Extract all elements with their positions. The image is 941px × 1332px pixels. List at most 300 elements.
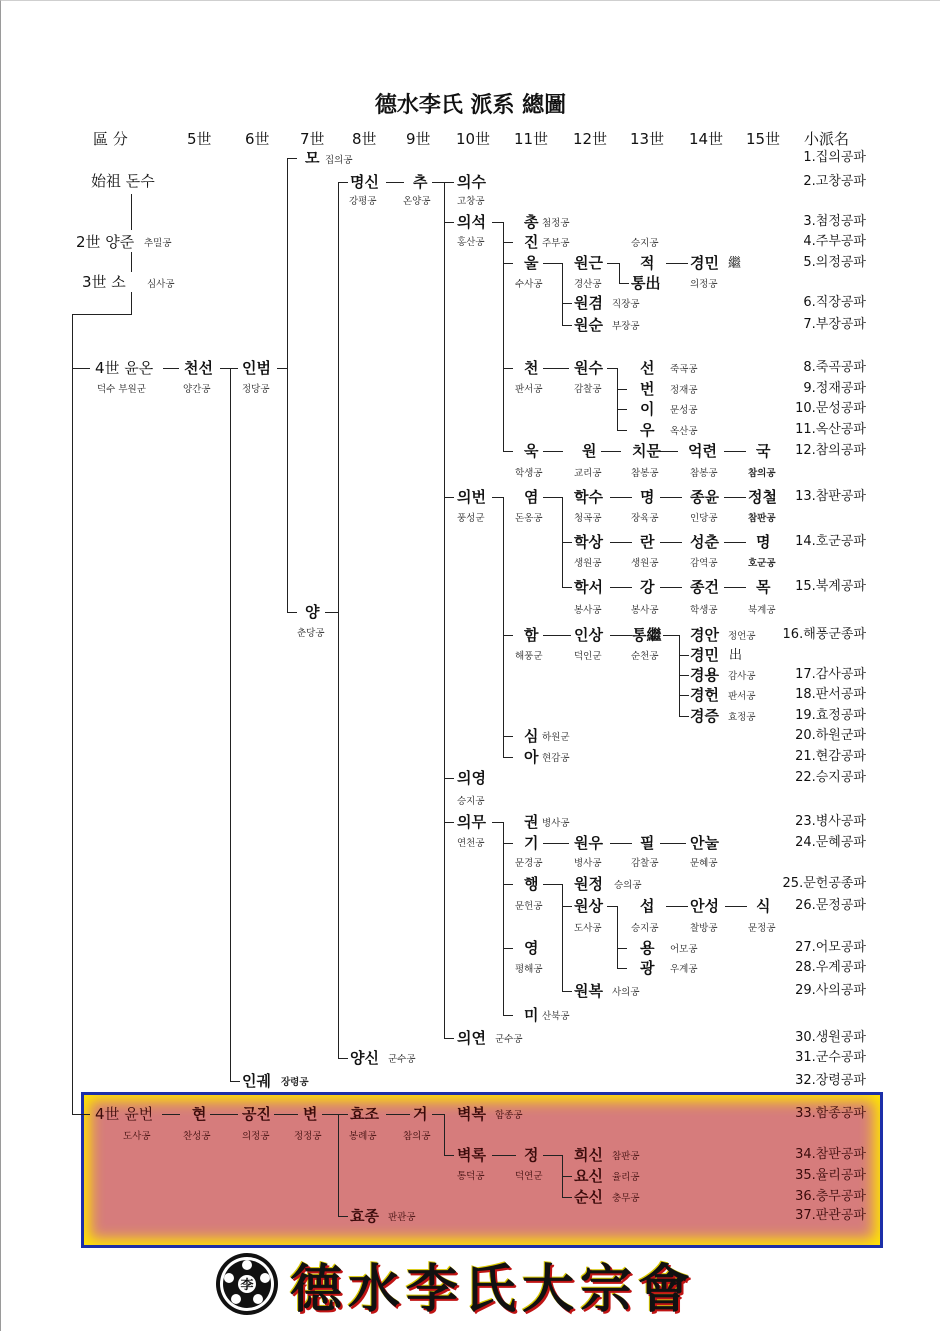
- connector: [503, 843, 513, 844]
- title-gyeongjeung: 효정공: [728, 712, 756, 723]
- node-gang: 강: [640, 578, 655, 596]
- node-myeongsin: 명신: [350, 173, 379, 191]
- header-gen12: 12世: [573, 130, 608, 148]
- title-byeon: 정정공: [294, 1131, 322, 1142]
- connector: [210, 1114, 238, 1115]
- title-beon: 정재공: [670, 385, 698, 396]
- node-chu: 추: [413, 173, 428, 191]
- node-wonsun: 원순: [574, 316, 603, 334]
- node-uibeon: 의번: [457, 488, 486, 506]
- connector: [666, 906, 688, 907]
- branch-name: 24.문혜공파: [795, 835, 866, 850]
- node-sunsin: 순신: [574, 1188, 603, 1206]
- title-gang: 봉사공: [631, 605, 659, 616]
- node-annul: 안눌: [690, 834, 719, 852]
- node-sim: 심: [524, 727, 539, 745]
- title-uisu: 고창공: [457, 196, 485, 207]
- connector: [503, 222, 504, 451]
- node-gi: 기: [524, 834, 539, 852]
- node-seop: 섭: [640, 897, 655, 915]
- connector: [338, 1216, 348, 1217]
- title-hyojong: 판관공: [388, 1212, 416, 1223]
- node-gen3: 3世 소: [82, 273, 126, 291]
- connector: [432, 1114, 444, 1115]
- node-gen2: 2世 양준: [76, 233, 135, 251]
- branch-name: 25.문헌공종파: [782, 876, 866, 891]
- title-byeokrok: 통덕공: [457, 1171, 485, 1182]
- title-insang: 덕인군: [574, 651, 602, 662]
- connector: [562, 884, 563, 991]
- node-anseong: 안성: [690, 897, 719, 915]
- header-gen15: 15世: [746, 130, 781, 148]
- node-yunon: 4世 윤온: [95, 359, 154, 377]
- header-gen8: 8世: [352, 130, 377, 148]
- node-gyeongmin-mark: 繼: [728, 256, 742, 271]
- node-wonu: 원우: [574, 834, 603, 852]
- connector: [444, 1155, 454, 1156]
- title-tongchul: 의정공: [690, 279, 718, 290]
- title-jin: 주부공: [542, 238, 570, 249]
- header-gen9: 9世: [406, 130, 431, 148]
- header-gen10: 10世: [456, 130, 491, 148]
- node-insang: 인상: [574, 626, 603, 644]
- node-ul: 울: [524, 254, 539, 272]
- title-yeong: 평해공: [515, 964, 543, 975]
- connector: [562, 587, 572, 588]
- node-mo: 모: [305, 149, 320, 167]
- connector: [660, 451, 678, 452]
- title-pil: 감찰공: [631, 858, 659, 869]
- connector: [503, 263, 513, 264]
- title-seon: 죽곡공: [670, 364, 698, 375]
- header-sopa: 小派名: [804, 130, 850, 148]
- node-byeokrok: 벽록: [457, 1146, 486, 1164]
- node-sijo: 始祖 돈수: [91, 172, 155, 190]
- node-mok: 목: [756, 578, 771, 596]
- title-anseong: 찰방공: [690, 923, 718, 934]
- connector: [503, 1015, 513, 1016]
- title-yangsin: 군수공: [388, 1054, 416, 1065]
- title-chimun: 참봉공: [631, 468, 659, 479]
- connector: [660, 542, 682, 543]
- title-yong: 어모공: [670, 944, 698, 955]
- branch-name: 37.판관공파: [795, 1208, 866, 1223]
- branch-name: 2.고창공파: [803, 174, 866, 189]
- connector: [72, 368, 90, 369]
- branch-name: 26.문정공파: [795, 898, 866, 913]
- connector: [503, 497, 504, 757]
- connector: [543, 368, 569, 369]
- node-uiyeong: 의영: [457, 769, 486, 787]
- connector: [724, 587, 746, 588]
- title-cheon: 판서공: [515, 384, 543, 395]
- branch-name: 5.의정공파: [803, 255, 866, 270]
- connector: [562, 1176, 572, 1177]
- node-jeongcheol: 정철: [748, 488, 777, 506]
- node-beon: 번: [640, 380, 655, 398]
- title-uk: 학생공: [515, 468, 543, 479]
- node-inbeom: 인범: [242, 359, 271, 377]
- node-wongeun: 원근: [574, 254, 603, 272]
- title-tonggye: 순천공: [631, 651, 659, 662]
- node-ran: 란: [640, 533, 655, 551]
- header-gen14: 14世: [689, 130, 724, 148]
- connector: [322, 1114, 348, 1115]
- footer: [214, 1250, 696, 1318]
- connector: [162, 1114, 180, 1115]
- connector: [562, 303, 572, 304]
- title-geo: 참의공: [403, 1131, 431, 1142]
- node-haksang: 학상: [574, 533, 603, 551]
- connector: [492, 1155, 516, 1156]
- title-haksang: 생원공: [574, 558, 602, 569]
- connector: [601, 451, 621, 452]
- branch-name: 8.죽곡공파: [803, 360, 866, 375]
- branch-name: 11.옥산공파: [795, 422, 866, 437]
- connector: [610, 843, 632, 844]
- node-uiyeon: 의연: [457, 1029, 486, 1047]
- node-gyeongmin: 경민: [690, 254, 719, 272]
- node-cheon: 천: [524, 359, 539, 377]
- title-yang: 춘당공: [297, 628, 325, 639]
- header-gubun: 區 分: [93, 130, 128, 148]
- header-gen5: 5世: [187, 130, 212, 148]
- connector: [724, 542, 746, 543]
- title-gyeongan: 정언공: [728, 631, 756, 642]
- title-ingwe: 장령공: [281, 1077, 309, 1088]
- node-ingwe: 인궤: [242, 1072, 271, 1090]
- connector: [660, 497, 682, 498]
- title-eokryeon: 참봉공: [690, 468, 718, 479]
- node-jin: 진: [524, 233, 539, 251]
- connector: [131, 252, 132, 272]
- title-hakseo: 봉사공: [574, 605, 602, 616]
- title-ran: 생원공: [631, 558, 659, 569]
- branch-name: 9.정재공파: [803, 381, 866, 396]
- connector: [660, 587, 682, 588]
- node-gyeongyong: 경용: [690, 666, 719, 684]
- branch-name: 33.함종공파: [795, 1106, 866, 1121]
- node-seongchun: 성춘: [690, 533, 719, 551]
- title-sim: 하원군: [542, 732, 570, 743]
- node-gyeongjeung: 경증: [690, 707, 719, 725]
- node-yunbeon: 4世 윤번: [95, 1105, 154, 1123]
- connector: [610, 542, 632, 543]
- node-chong: 총: [524, 213, 539, 231]
- title-gi: 문경공: [515, 858, 543, 869]
- connector: [444, 182, 454, 183]
- connector: [338, 1114, 339, 1216]
- connector: [287, 158, 288, 612]
- title-gyeongyong: 감사공: [728, 671, 756, 682]
- connector: [220, 368, 238, 369]
- title-chu: 온양공: [403, 196, 431, 207]
- branch-name: 31.군수공파: [795, 1050, 866, 1065]
- connector: [338, 1058, 348, 1059]
- title-gen3: 심사공: [147, 279, 175, 290]
- node-jongyun: 종윤: [690, 488, 719, 506]
- connector: [325, 612, 339, 613]
- branch-name: 34.참판공파: [795, 1147, 866, 1162]
- node-chimun: 치문: [632, 442, 661, 460]
- title-mo: 집의공: [325, 155, 353, 166]
- title-seop: 승지공: [631, 923, 659, 934]
- title-haeng: 문헌공: [515, 901, 543, 912]
- node-geo: 거: [413, 1105, 428, 1123]
- connector: [679, 716, 689, 717]
- connector: [72, 314, 73, 1114]
- connector: [679, 695, 689, 696]
- footer-title: 德水李氏大宗會: [290, 1258, 697, 1320]
- node-gyeongmin2: 경민: [690, 646, 719, 664]
- title-a: 현감공: [542, 753, 570, 764]
- branch-name: 32.장령공파: [795, 1073, 866, 1088]
- node-jonggeon: 종건: [690, 578, 719, 596]
- branch-name: 27.어모공파: [795, 940, 866, 955]
- branch-name: 13.참판공파: [795, 489, 866, 504]
- connector: [444, 1114, 445, 1155]
- emblem-mark: 李: [240, 1278, 254, 1293]
- connector: [610, 635, 632, 636]
- title-wongyeom: 직장공: [612, 299, 640, 310]
- title-mok: 북계공: [748, 605, 776, 616]
- node-sik: 식: [756, 897, 771, 915]
- title-myeongsin: 강평공: [349, 196, 377, 207]
- node-yeong: 영: [524, 939, 539, 957]
- branch-name: 3.첨정공파: [803, 214, 866, 229]
- connector: [131, 194, 132, 230]
- branch-name: 20.하원군파: [795, 728, 866, 743]
- connector: [543, 1155, 563, 1156]
- title-inbeom: 정당공: [242, 384, 270, 395]
- node-yangsin: 양신: [350, 1049, 379, 1067]
- connector: [725, 906, 747, 907]
- branch-name: 17.감사공파: [795, 667, 866, 682]
- branch-name: 1.집의공파: [803, 150, 866, 165]
- title-wonbok: 사의공: [612, 987, 640, 998]
- node-mi: 미: [524, 1006, 539, 1024]
- title-myeong2: 호군공: [748, 558, 776, 569]
- title-wonsu: 감찰공: [574, 384, 602, 395]
- title-gen2: 추밀공: [144, 238, 172, 249]
- title-byeokbok: 함종공: [495, 1110, 523, 1121]
- branch-name: 18.판서공파: [795, 687, 866, 702]
- connector: [562, 263, 563, 326]
- connector: [543, 635, 571, 636]
- node-yosin: 요신: [574, 1167, 603, 1185]
- node-gwang: 광: [640, 959, 655, 977]
- connector: [724, 451, 746, 452]
- connector: [338, 182, 339, 1058]
- node-gongjin: 공진: [242, 1105, 271, 1123]
- node-gwon: 권: [524, 813, 539, 831]
- node-yang: 양: [305, 603, 320, 621]
- connector: [543, 497, 563, 498]
- title-huisin: 참판공: [612, 1151, 640, 1162]
- branch-name: 22.승지공파: [795, 770, 866, 785]
- connector: [444, 822, 454, 823]
- node-haeng: 행: [524, 875, 539, 893]
- node-wonsang: 원상: [574, 897, 603, 915]
- connector: [230, 368, 231, 1081]
- connector: [617, 409, 627, 410]
- node-wonbok: 원복: [574, 982, 603, 1000]
- title-yosin: 율리공: [612, 1172, 640, 1183]
- connector: [617, 389, 627, 390]
- connector: [543, 884, 563, 885]
- title-hyojo: 봉례공: [349, 1131, 377, 1142]
- title-sik: 문정공: [748, 923, 776, 934]
- title-chong: 첨정공: [542, 218, 570, 229]
- connector: [338, 182, 348, 183]
- header-gen11: 11世: [514, 130, 549, 148]
- connector: [607, 906, 617, 907]
- node-eokryeon: 억련: [688, 442, 717, 460]
- node-hyojong: 효종: [350, 1207, 379, 1225]
- title-jeong: 덕연군: [515, 1171, 543, 1182]
- connector: [444, 497, 454, 498]
- connector: [274, 1114, 298, 1115]
- title-ham: 해풍군: [515, 651, 543, 662]
- title-yeom: 돈옹공: [515, 513, 543, 524]
- connector: [444, 778, 454, 779]
- title-uimu: 연천공: [457, 838, 485, 849]
- connector: [503, 368, 513, 369]
- connector: [619, 263, 620, 283]
- title-wongeun: 경산공: [574, 279, 602, 290]
- branch-name: 15.북계공파: [795, 579, 866, 594]
- clan-emblem-icon: [214, 1251, 280, 1317]
- title-hyeon: 찬성공: [183, 1131, 211, 1142]
- branch-name: 30.생원공파: [795, 1030, 866, 1045]
- connector: [663, 635, 679, 636]
- title-ul: 수사공: [515, 279, 543, 290]
- connector: [72, 314, 132, 315]
- node-a: 아: [524, 748, 539, 766]
- branch-name: 21.현감공파: [795, 749, 866, 764]
- connector: [503, 736, 513, 737]
- branch-name: 19.효정공파: [795, 708, 866, 723]
- node-yeom: 염: [524, 488, 539, 506]
- connector: [432, 182, 444, 183]
- title-wonsang: 도사공: [574, 923, 602, 934]
- connector: [562, 325, 572, 326]
- header-gen6: 6世: [245, 130, 270, 148]
- node-jeok: 적: [640, 254, 655, 272]
- title-jongyun: 인당공: [690, 513, 718, 524]
- connector: [619, 283, 629, 284]
- node-wonsu: 원수: [574, 359, 603, 377]
- connector: [287, 158, 297, 159]
- branch-name: 10.문성공파: [795, 401, 866, 416]
- title-myeong: 장육공: [631, 513, 659, 524]
- connector: [543, 451, 563, 452]
- title-i: 문성공: [670, 405, 698, 416]
- connector: [444, 182, 445, 1038]
- connector: [562, 906, 572, 907]
- title-uiyeon: 군수공: [495, 1034, 523, 1045]
- node-tonggye: 통繼: [632, 626, 662, 644]
- branch-name: 23.병사공파: [795, 814, 866, 829]
- connector: [386, 182, 404, 183]
- node-wongyeom: 원겸: [574, 294, 603, 312]
- node-u: 우: [640, 421, 655, 439]
- node-seon: 선: [640, 359, 655, 377]
- title-guk: 참의공: [748, 468, 776, 479]
- node-myeong: 명: [640, 488, 655, 506]
- title-sunsin: 충무공: [612, 1193, 640, 1204]
- title-seongchun: 감역공: [690, 558, 718, 569]
- title-wonsun: 부장공: [612, 321, 640, 332]
- title-jonggeon: 학생공: [690, 605, 718, 616]
- connector: [607, 368, 617, 369]
- node-byeokbok: 벽복: [457, 1105, 486, 1123]
- connector: [287, 612, 297, 613]
- connector: [562, 991, 572, 992]
- connector: [543, 263, 563, 264]
- node-won: 원: [582, 442, 597, 460]
- title-wonu: 병사공: [574, 858, 602, 869]
- connector: [679, 675, 689, 676]
- title-annul: 문혜공: [690, 858, 718, 869]
- node-guk: 국: [756, 442, 771, 460]
- node-i: 이: [640, 400, 655, 418]
- node-gyeongheon: 경헌: [690, 686, 719, 704]
- connector: [543, 843, 569, 844]
- connector: [503, 884, 513, 885]
- title-gongjin: 의정공: [242, 1131, 270, 1142]
- node-gyeongan: 경안: [690, 626, 719, 644]
- connector: [660, 843, 686, 844]
- connector: [617, 430, 627, 431]
- connector: [610, 497, 632, 498]
- title-haksu: 청곡공: [574, 513, 602, 524]
- title-uiseok: 홍산공: [457, 237, 485, 248]
- node-haksu: 학수: [574, 488, 603, 506]
- title-won: 교리공: [574, 468, 602, 479]
- connector: [503, 451, 513, 452]
- node-ham: 함: [524, 626, 539, 644]
- node-wonjeong: 원정: [574, 875, 603, 893]
- connector: [610, 587, 632, 588]
- title-jeongcheol: 참판공: [748, 513, 776, 524]
- node-myeong2: 명: [756, 533, 771, 551]
- title-mi: 산북공: [542, 1011, 570, 1022]
- title-yunon: 덕수 부원군: [97, 384, 146, 395]
- connector: [617, 968, 627, 969]
- branch-name: 16.해풍군종파: [782, 627, 866, 642]
- node-yong: 용: [640, 939, 655, 957]
- title-u: 옥산공: [670, 426, 698, 437]
- title-yunbeon: 도사공: [123, 1131, 151, 1142]
- branch-name: 14.호군공파: [795, 534, 866, 549]
- node-uk: 욱: [524, 442, 539, 460]
- node-tongchul: 통出: [631, 274, 661, 292]
- title-uiyeong: 승지공: [457, 796, 485, 807]
- connector: [617, 906, 618, 968]
- connector: [617, 368, 618, 430]
- connector: [607, 263, 619, 264]
- connector: [503, 242, 513, 243]
- title-gwon: 병사공: [542, 818, 570, 829]
- connector: [503, 822, 504, 1015]
- connector: [679, 655, 689, 656]
- branch-name: 35.율리공파: [795, 1168, 866, 1183]
- connector: [503, 635, 513, 636]
- connector: [131, 292, 132, 314]
- header-gen7: 7世: [300, 130, 325, 148]
- connector: [163, 368, 179, 369]
